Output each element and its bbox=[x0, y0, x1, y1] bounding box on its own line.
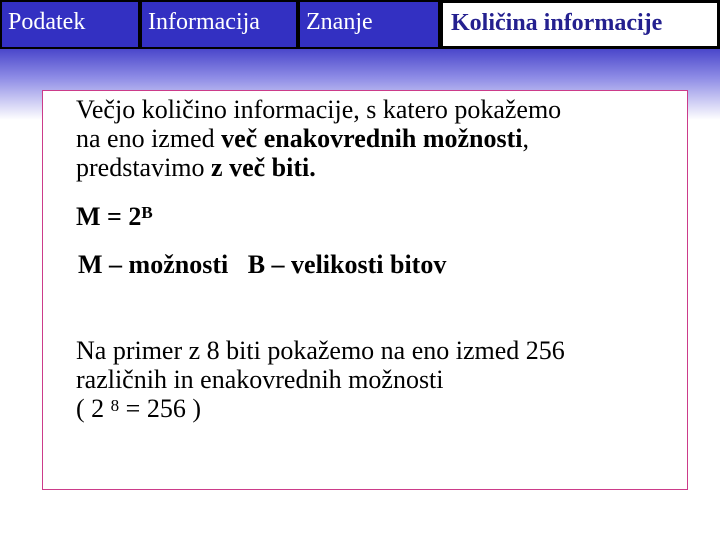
text-plain: predstavimo bbox=[76, 153, 212, 182]
example-exponent: 8 bbox=[110, 396, 120, 415]
text-plain: = 256 ) bbox=[119, 394, 201, 423]
paragraph-example bbox=[76, 336, 565, 423]
text-bold: z več biti. bbox=[211, 153, 316, 182]
tab-kolicina-informacije[interactable]: Količina informacije bbox=[440, 0, 720, 49]
tab-podatek[interactable]: Podatek bbox=[0, 0, 140, 49]
paragraph-line bbox=[76, 394, 565, 423]
tab-znanje[interactable]: Znanje bbox=[298, 0, 440, 49]
paragraph-line: Večjo količino informacije, s katero pokažemo bbox=[76, 95, 562, 124]
paragraph-line bbox=[76, 124, 561, 153]
formula-base: M = 2 bbox=[76, 202, 142, 231]
paragraph-line: Na primer z 8 biti pokažemo na eno izmed 256 bbox=[76, 336, 565, 365]
text-plain: na eno izmed bbox=[76, 124, 222, 153]
formula-legend: M – možnosti B – velikosti bitov bbox=[78, 250, 447, 279]
paragraph-line bbox=[76, 153, 561, 182]
formula-exponent: B bbox=[141, 203, 153, 222]
tab-informacija[interactable]: Informacija bbox=[140, 0, 298, 49]
formula bbox=[76, 202, 153, 231]
paragraph-definition bbox=[76, 95, 561, 182]
text-bold: več enakovrednih možnosti bbox=[221, 124, 523, 153]
text-plain: , bbox=[522, 124, 530, 153]
text-plain: ( 2 bbox=[76, 394, 105, 423]
paragraph-line: različnih in enakovrednih možnosti bbox=[76, 365, 444, 394]
